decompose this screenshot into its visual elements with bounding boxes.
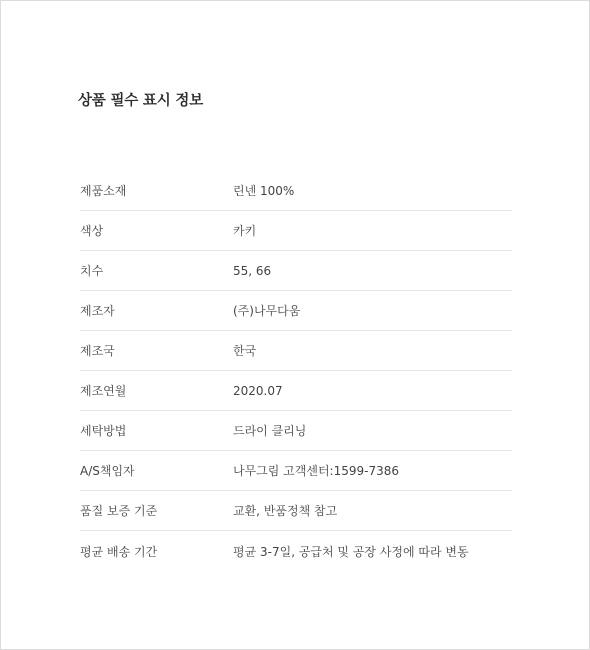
info-row-material — [80, 171, 512, 211]
info-row-as-manager — [80, 451, 512, 491]
row-value: 린넨 100% — [233, 184, 295, 198]
row-value: 나무그림 고객센터:1599-7386 — [233, 464, 400, 478]
row-value: 55, 66 — [233, 263, 272, 278]
row-value: 교환, 반품정책 참고 — [233, 504, 338, 518]
row-label: 치수 — [80, 264, 104, 278]
row-label: 제품소재 — [80, 184, 127, 198]
info-row-size — [80, 251, 512, 291]
row-label: 색상 — [80, 224, 104, 238]
info-row-delivery-period — [80, 531, 512, 571]
product-info-table — [80, 171, 512, 571]
row-value: 평균 3-7일, 공급처 및 공장 사정에 따라 변동 — [233, 544, 469, 559]
row-value: 2020.07 — [233, 383, 283, 398]
row-value: 카키 — [233, 224, 257, 238]
row-value: 드라이 클리닝 — [233, 424, 307, 438]
info-row-color — [80, 211, 512, 251]
info-row-country — [80, 331, 512, 371]
info-row-quality-guarantee — [80, 491, 512, 531]
row-label: 제조국 — [80, 344, 115, 358]
row-label: 제조연월 — [80, 384, 127, 398]
row-label: 품질 보증 기준 — [80, 504, 158, 518]
row-value: 한국 — [233, 344, 257, 358]
info-row-manufacturer — [80, 291, 512, 331]
row-label: 세탁방법 — [80, 424, 127, 438]
row-label: A/S책임자 — [80, 464, 135, 478]
info-row-manufacture-date — [80, 371, 512, 411]
row-label: 평균 배송 기간 — [80, 544, 158, 559]
section-title: 상품 필수 표시 정보 — [78, 93, 203, 109]
info-row-washing — [80, 411, 512, 451]
row-value: (주)나무다움 — [233, 304, 301, 318]
row-label: 제조자 — [80, 304, 115, 318]
